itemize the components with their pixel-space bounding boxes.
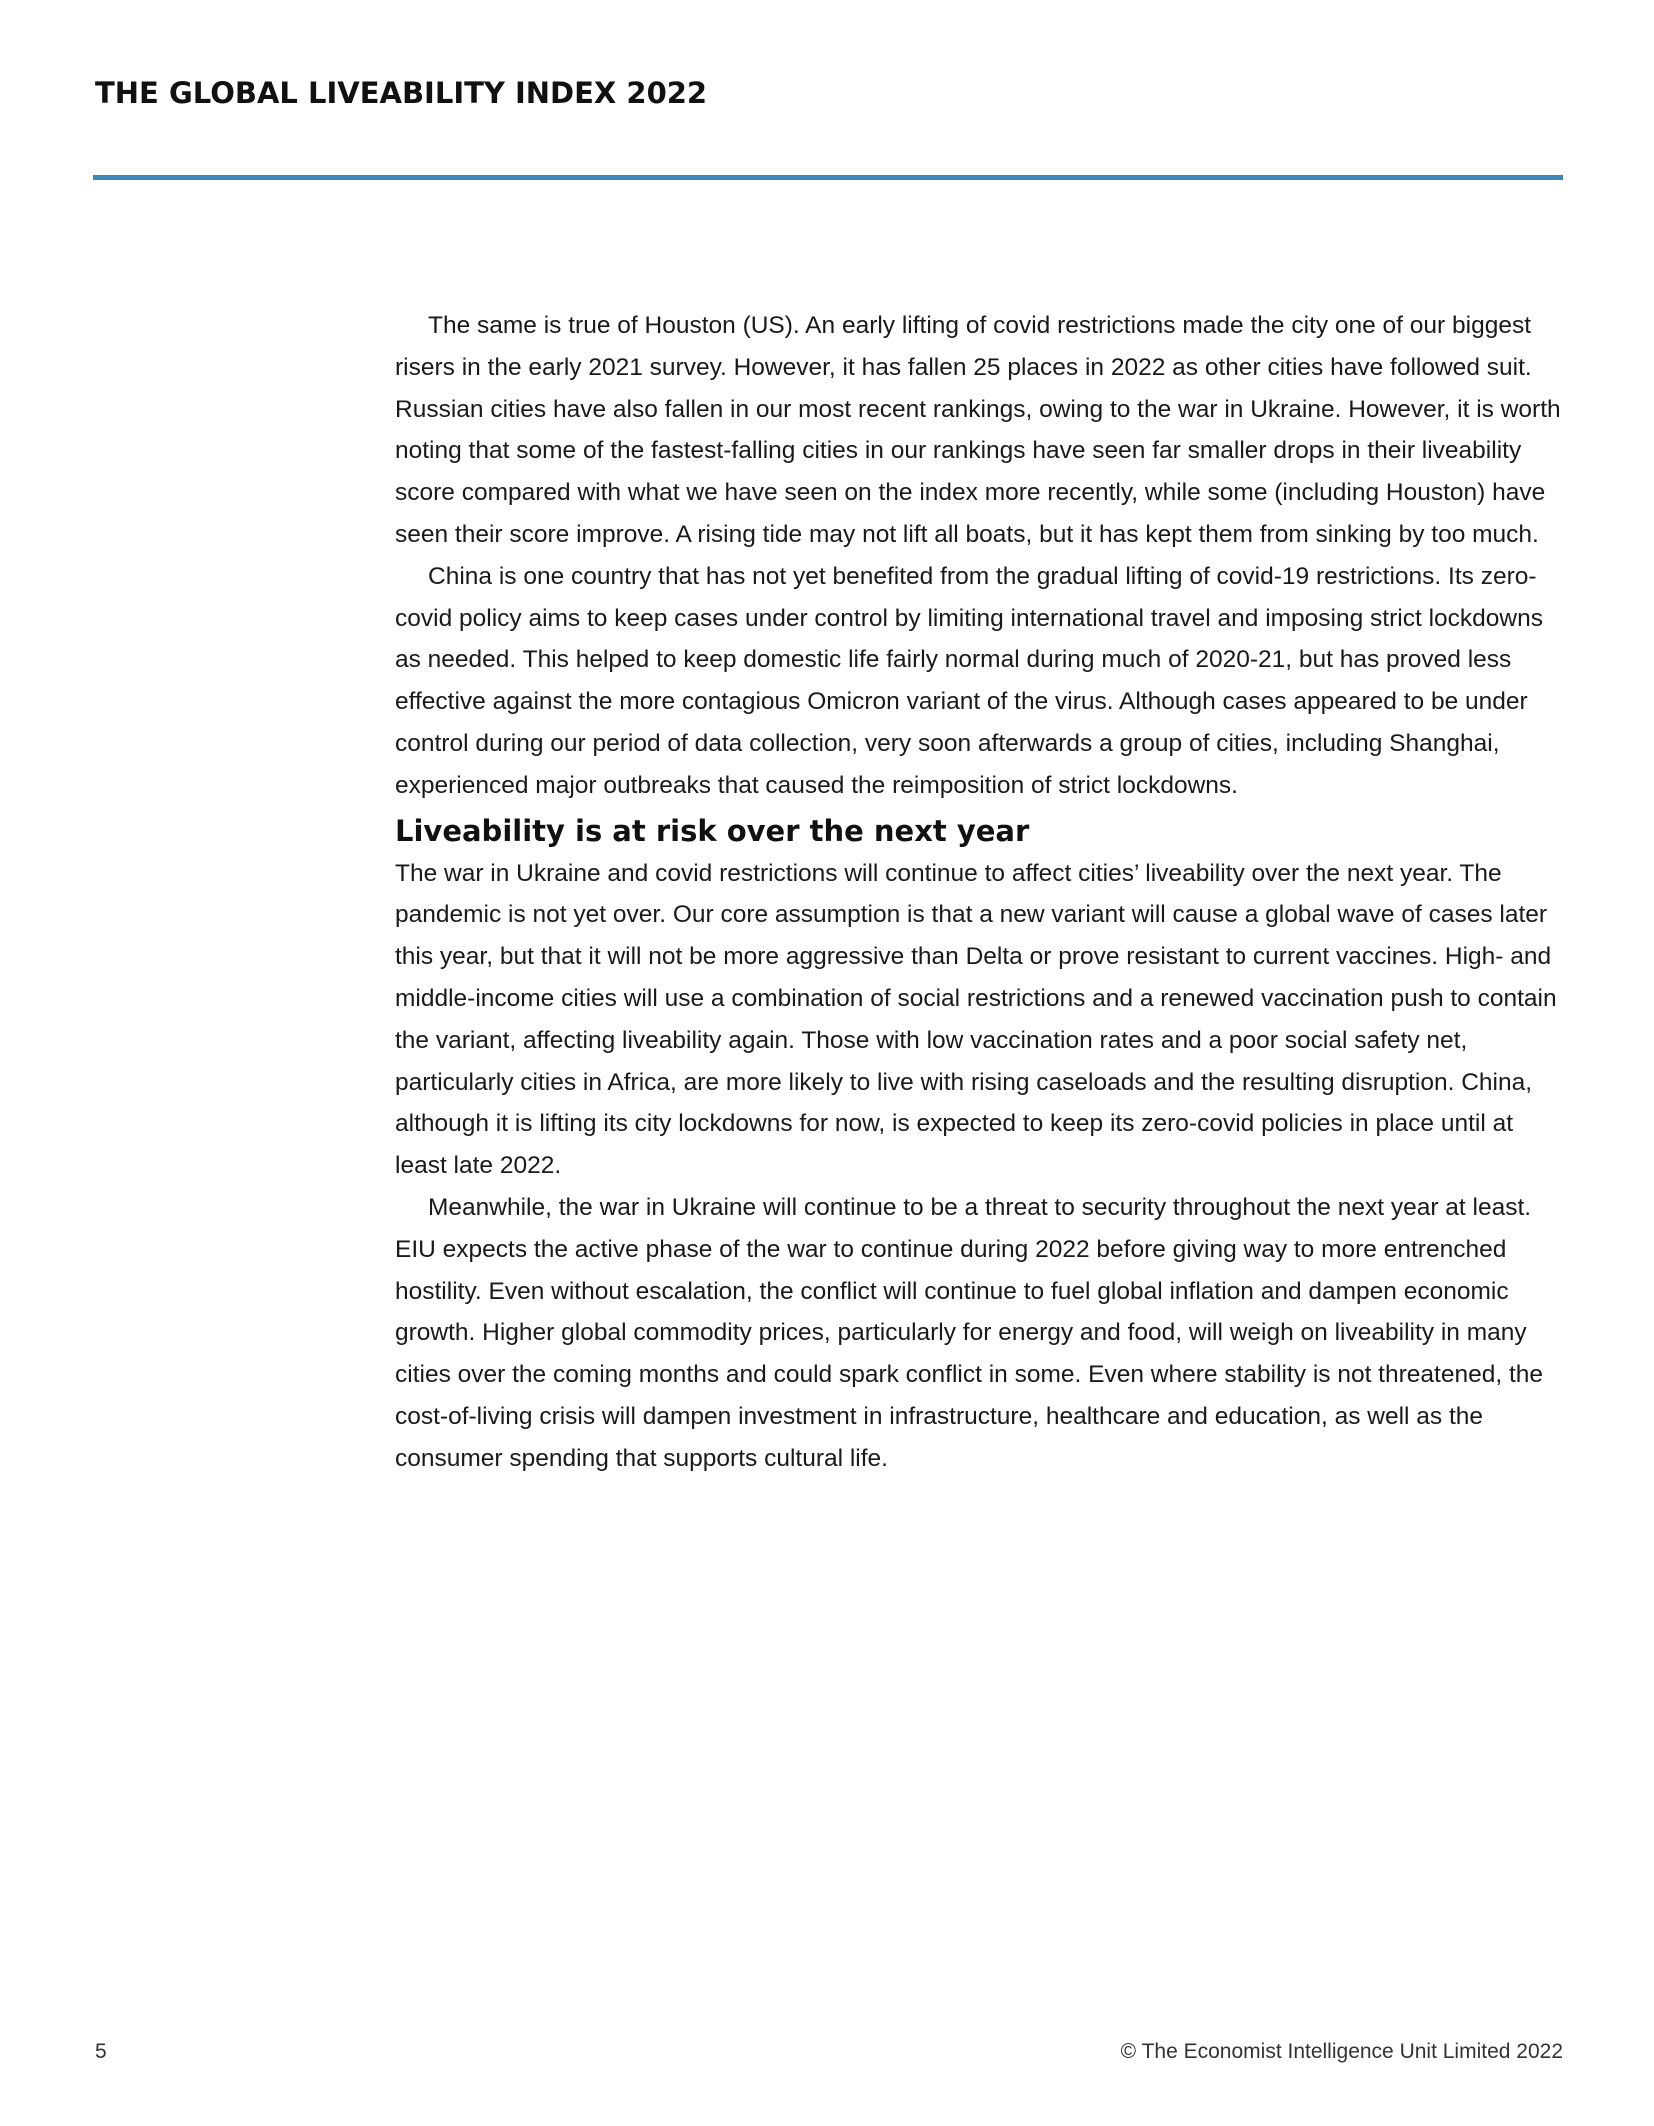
copyright-notice: © The Economist Intelligence Unit Limited 2022 [1120,2040,1563,2063]
section-heading: Liveability is at risk over the next year [395,813,1030,848]
header-divider [93,175,1563,180]
report-title: THE GLOBAL LIVEABILITY INDEX 2022 [95,76,708,110]
paragraph-war-covid: The war in Ukraine and covid restrictions will continue to affect cities’ liveability over the next year. The pandemic is not yet over. Our core assumption is that a new variant will cause a global wave of cases later this year, but that it will not be more aggressive than Delta or prove resistant to current vaccines. High- and middle-income cities will use a combination of social restrictions and a renewed vaccination push to contain the variant, affecting liveability again. Those with low vaccination rates and a poor social safety net, particularly cities in Africa, are more likely to live with rising caseloads and the resulting disruption. China, although it is lifting its city lockdowns for now, is expected to keep its zero-covid policies in place until at least late 2022. [395,859,1557,1180]
paragraph-china: China is one country that has not yet benefited from the gradual lifting of covid-19 restrictions. Its zero-covid policy aims to keep cases under control by limiting international travel and imposing strict lockdowns as needed. This helped to keep domestic life fairly normal during much of 2020-21, but has proved less effective against the more contagious Omicron variant of the virus. Although cases appeared to be under control during our period of data collection, very soon afterwards a group of cities, including Shanghai, experienced major outbreaks that caused the reimposition of strict lockdowns. [395,562,1543,799]
article-body [395,305,1567,1480]
page-number: 5 [95,2040,107,2063]
paragraph-ukraine-security: Meanwhile, the war in Ukraine will continue to be a threat to security throughout the next year at least. EIU expects the active phase of the war to continue during 2022 before giving way to more entrenched hostility. Even without escalation, the conflict will continue to fuel global inflation and dampen economic growth. Higher global commodity prices, particularly for energy and food, will weigh on liveability in many cities over the coming months and could spark conflict in some. Even where stability is not threatened, the cost-of-living crisis will dampen investment in infrastructure, healthcare and education, as well as the consumer spending that supports cultural life. [395,1193,1544,1472]
paragraph-houston: The same is true of Houston (US). An early lifting of covid restrictions made the city one of our biggest risers in the early 2021 survey. However, it has fallen 25 places in 2022 as other cities have followed suit. Russian cities have also fallen in our most recent rankings, owing to the war in Ukraine. However, it is worth noting that some of the fastest-falling cities in our rankings have seen far smaller drops in their liveability score compared with what we have seen on the index more recently, while some (including Houston) have seen their score improve. A rising tide may not lift all boats, but it has kept them from sinking by too much. [395,312,1561,548]
